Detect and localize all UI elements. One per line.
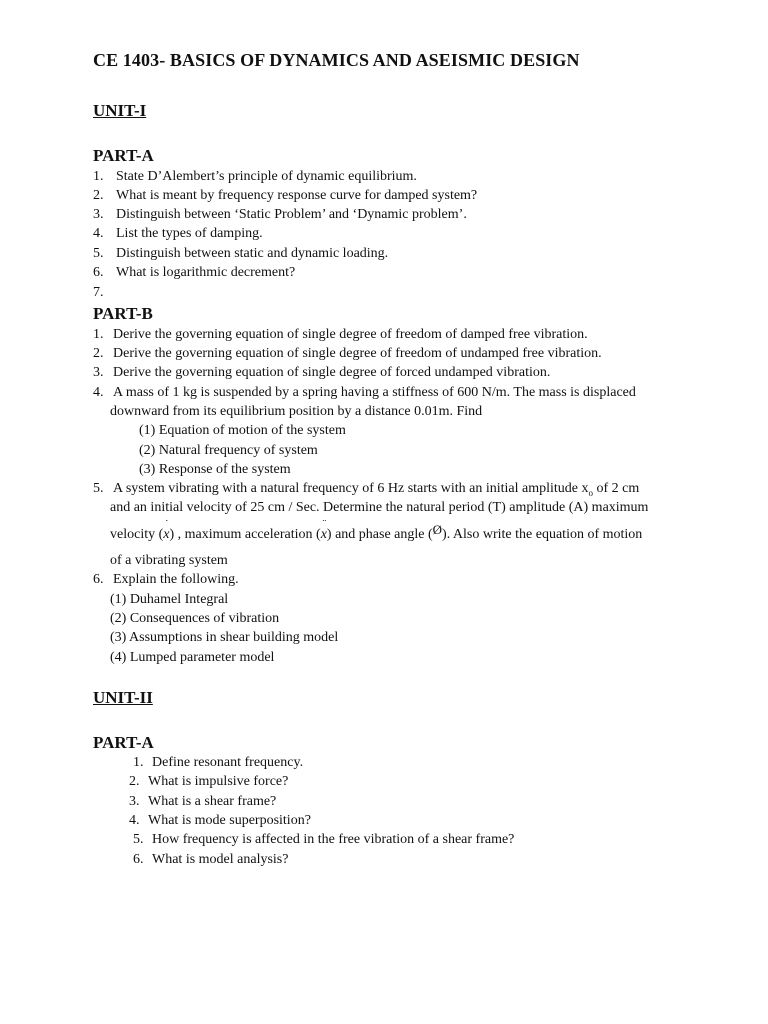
- sub-item: (1) Equation of motion of the system: [139, 423, 346, 438]
- unit-2-part-a-heading: PART-A: [93, 733, 154, 752]
- acceleration-symbol: ¨ x: [320, 518, 327, 542]
- unit-1-part-a-heading: PART-A: [93, 146, 154, 165]
- sub-item: (3) Response of the system: [139, 462, 291, 477]
- velocity-symbol: ˙ x: [163, 518, 170, 542]
- phase-angle-symbol: Ø: [432, 522, 443, 537]
- sub-item: (3) Assumptions in shear building model: [110, 630, 339, 645]
- sub-item: (2) Natural frequency of system: [139, 443, 318, 458]
- sub-item: (4) Lumped parameter model: [110, 650, 275, 665]
- sub-item: (2) Consequences of vibration: [110, 611, 280, 626]
- sub-item: (1) Duhamel Integral: [110, 592, 229, 607]
- unit-1-part-b-heading: PART-B: [93, 304, 153, 323]
- document-title: CE 1403- BASICS OF DYNAMICS AND ASEISMIC DESIGN: [93, 50, 580, 70]
- unit-2-heading: UNIT-II: [93, 688, 153, 707]
- unit-1-heading: UNIT-I: [93, 101, 147, 120]
